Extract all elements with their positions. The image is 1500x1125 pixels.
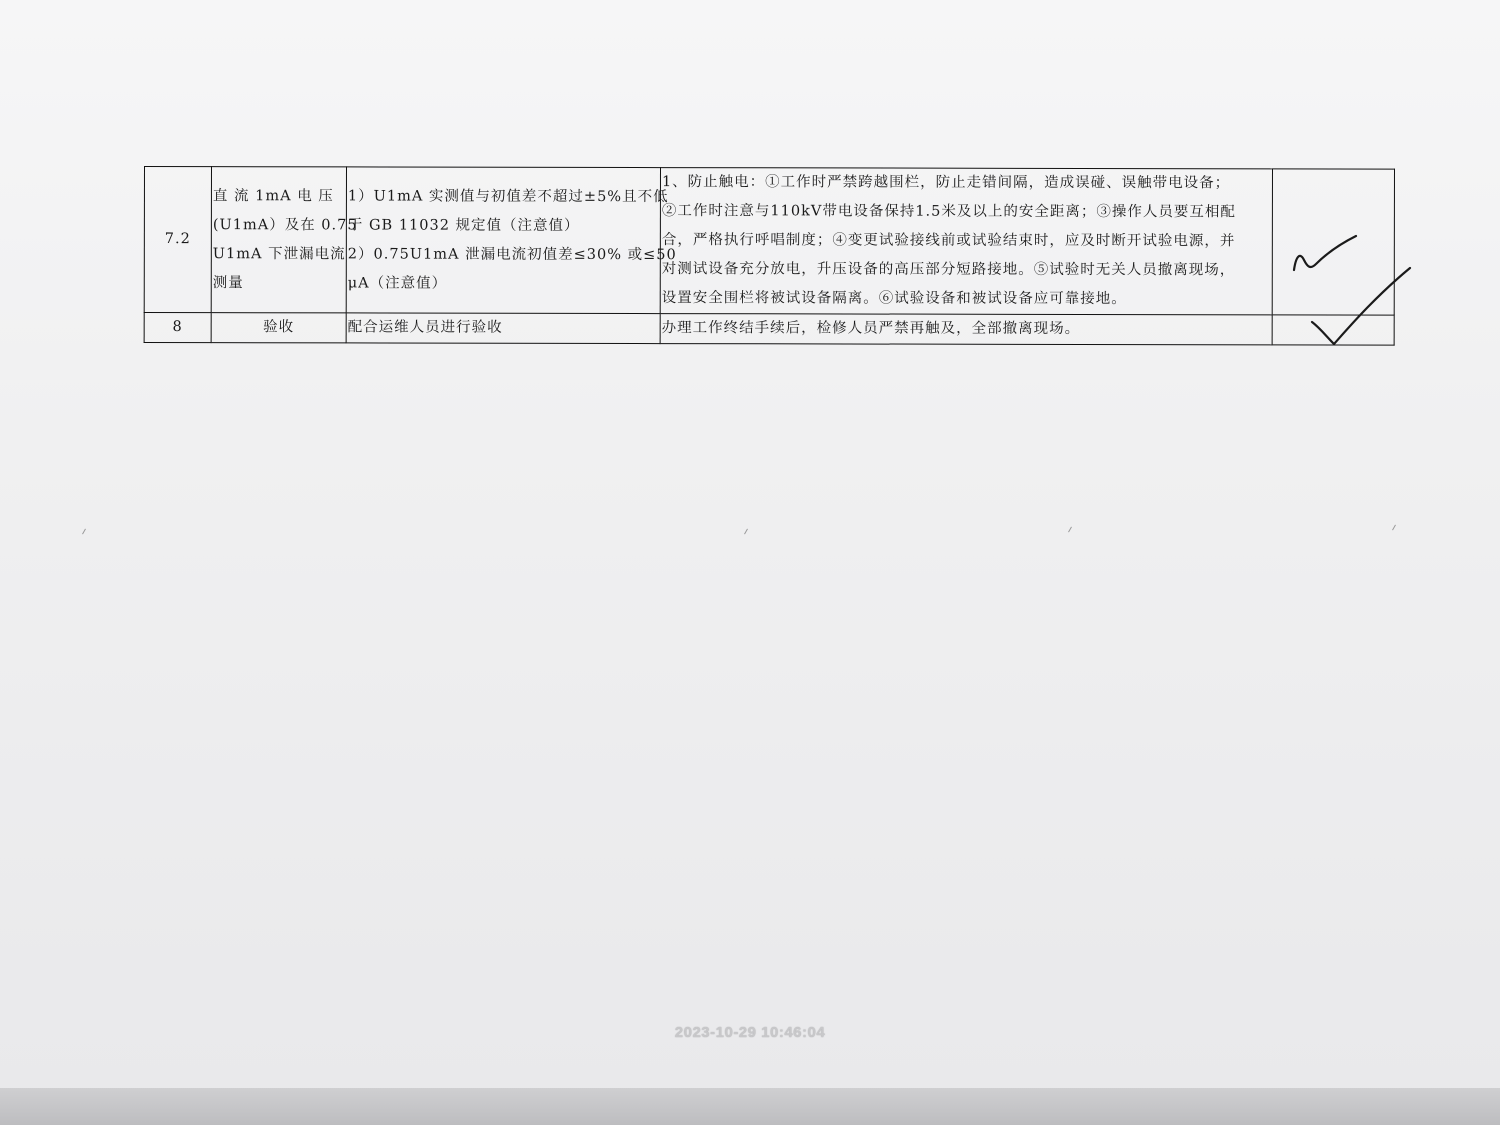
row-number: 7.2 xyxy=(144,167,211,313)
safety-line: 设置安全围栏将被试设备隔离。⑥试验设备和被试设备应可靠接地。 xyxy=(661,290,1127,308)
item-name-line: (U1mA）及在 0.75 xyxy=(212,216,358,233)
item-name xyxy=(211,167,358,313)
photo-timestamp: 2023-10-29 10:46:04 xyxy=(674,1024,826,1041)
standard-line: 1）U1mA 实测值与初值差不超过±5%且不低 xyxy=(347,187,669,205)
standard-cell: 配合运维人员进行验收 xyxy=(346,313,660,344)
safety-line: 1、防止触电：①工作时严禁跨越围栏，防止走错间隔，造成误碰、误触带电设备； xyxy=(661,174,1231,192)
handwritten-check-mark-icon xyxy=(1310,264,1414,350)
standard-cell xyxy=(346,167,677,314)
standard-line: μA（注意值） xyxy=(347,274,448,292)
safety-line: 合，严格执行呼唱制度；④变更试验接线前或试验结束时，应及时断开试验电源，并 xyxy=(661,232,1236,250)
safety-line: 对测试设备充分放电，升压设备的高压部分短路接地。⑤试验时无关人员撤离现场， xyxy=(661,261,1236,279)
table-row xyxy=(144,167,1394,316)
desk-surface xyxy=(0,1088,1500,1125)
item-name-line: U1mA 下泄漏电流 xyxy=(212,245,346,262)
item-name: 验收 xyxy=(211,313,346,343)
item-name-line: 测量 xyxy=(212,274,244,291)
safety-measures-cell: 办理工作终结手续后，检修人员严禁再触及，全部撤离现场。 xyxy=(660,314,1272,345)
standard-line: 2）0.75U1mA 泄漏电流初值差≤30% 或≤50 xyxy=(347,245,677,263)
table-row xyxy=(144,313,1394,346)
standard-line: 于 GB 11032 规定值（注意值） xyxy=(347,216,580,234)
row-number: 8 xyxy=(144,313,211,343)
item-name-line: 直 流 1mA 电 压 xyxy=(212,187,334,204)
safety-line: ②工作时注意与110kV带电设备保持1.5米及以上的安全距离；③操作人员要互相配 xyxy=(661,203,1236,221)
safety-measures-cell xyxy=(660,168,1272,315)
work-procedure-table xyxy=(144,166,1395,346)
